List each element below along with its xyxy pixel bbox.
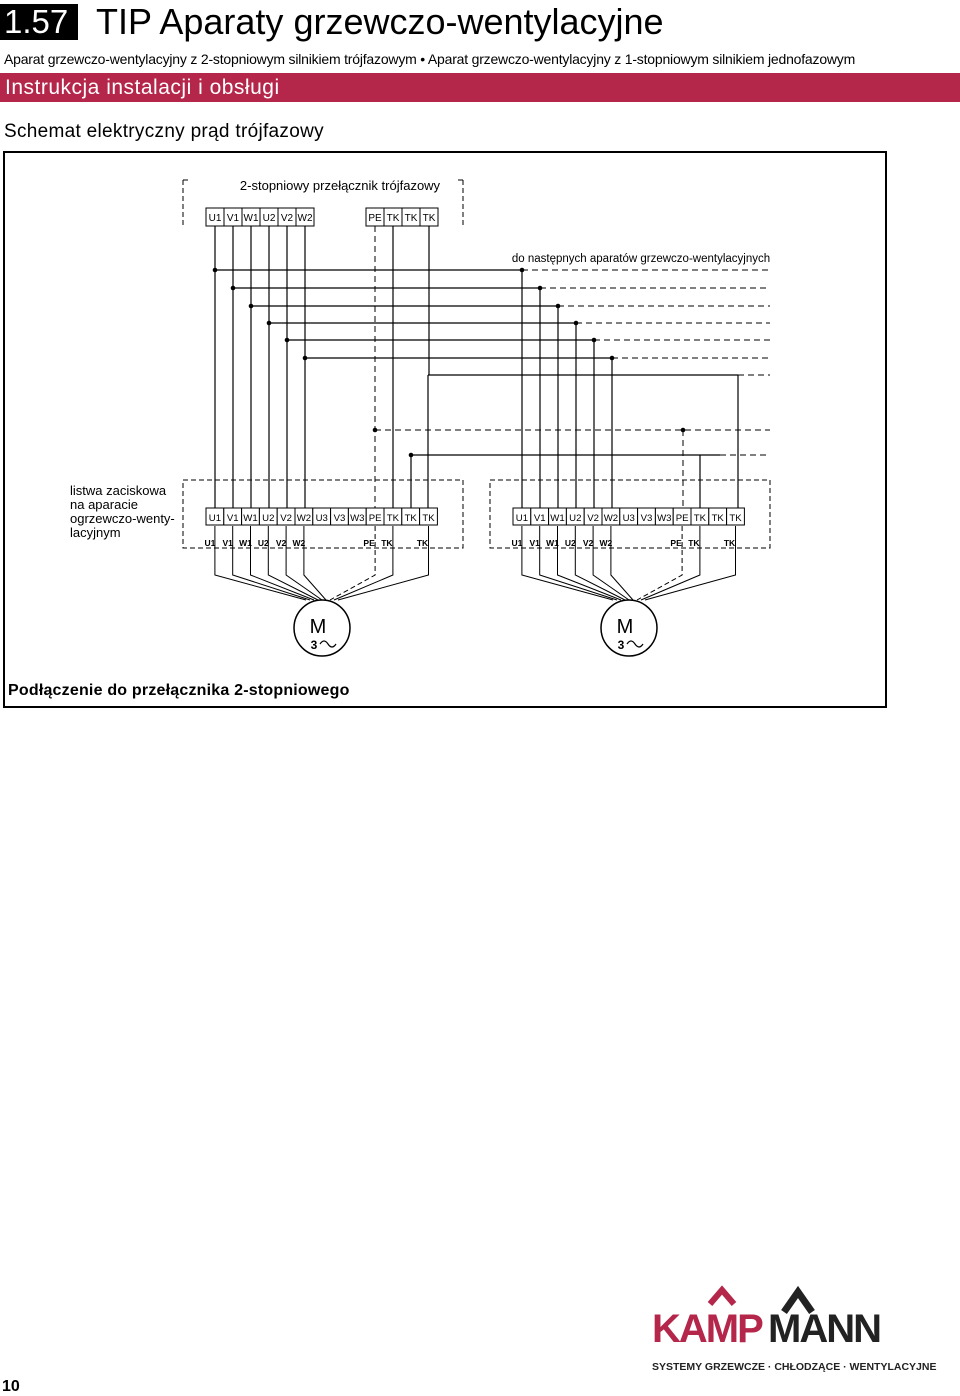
page-subtitle: Aparat grzewczo-wentylacyjny z 2-stopniowym silnikiem trójfazowym • Aparat grzewczo-wentylacyjny z 1-stopniowym silnikiem jednofazowym (4, 51, 856, 67)
unit-terminal-label: W1 (243, 513, 258, 524)
unit-terminal-label: U3 (315, 513, 328, 524)
logo-tagline: SYSTEMY GRZEWCZE · CHŁODZĄCE · WENTYLACYJNE (652, 1361, 937, 1373)
switch-terminal-label: TK (386, 213, 400, 224)
unit-terminal-label: U2 (262, 513, 275, 524)
motor-lead-label: TK (381, 538, 393, 548)
switch-terminal-label: PE (368, 213, 382, 224)
motor-lead-label: V1 (222, 538, 233, 548)
unit-terminal-label: TK (729, 513, 742, 524)
motor-lead-label: W2 (599, 538, 613, 548)
unit-terminal-label: V3 (333, 513, 346, 524)
switch-terminal-strip (206, 208, 438, 226)
unit-terminal-label: U2 (569, 513, 582, 524)
unit-terminal-label: TK (404, 513, 417, 524)
bus-lines (213, 226, 770, 515)
unit-terminal-label: W2 (296, 513, 312, 524)
unit-terminal-label: TK (693, 513, 707, 524)
unit-terminal-label: V1 (533, 513, 546, 524)
switch-terminal-label: V2 (280, 213, 294, 224)
motor-lead-label: U2 (257, 538, 269, 548)
motor-lead-label: U2 (564, 538, 576, 548)
page-title: TIP Aparaty grzewczo-wentylacyjne (96, 1, 664, 42)
terminal-block-label: listwa zaciskowa na aparacie ogrzewczo-wenty- lacyjnym (70, 483, 175, 540)
switch-terminal-label: W1 (243, 213, 259, 224)
next-units-label: do następnych aparatów grzewczo-wentylacyjnych (511, 253, 771, 265)
motor-lead-label: PE (363, 538, 375, 548)
unit-terminal-label: U3 (622, 513, 635, 524)
switch-terminal-label: U1 (208, 213, 222, 224)
unit-terminal-label: V3 (640, 513, 653, 524)
motor-lead-label: W1 (239, 538, 252, 548)
switch-terminal-label: W2 (297, 213, 313, 224)
motor-lead-label: TK (416, 538, 429, 548)
unit-terminal-label: PE (368, 513, 382, 524)
motor-lead-label: PE (670, 538, 682, 548)
motor-lead-label: V1 (529, 538, 540, 548)
switch-terminal-label: V1 (226, 213, 240, 224)
unit-terminal-label: V2 (280, 513, 292, 524)
motor-lead-label: TK (723, 538, 736, 548)
kampmann-logo (650, 1290, 937, 1380)
unit-terminal-label: V1 (226, 513, 239, 524)
section-number-badge: 1.57 (0, 4, 78, 40)
motor-label: M (309, 616, 327, 638)
motor-lead-label: U1 (204, 538, 216, 548)
unit-terminal-label: TK (422, 513, 435, 524)
unit-terminal-label: W1 (550, 513, 565, 524)
motor-lead-label: TK (688, 538, 700, 548)
svg-text:KAMP: KAMP (652, 1307, 762, 1351)
switch-label: 2-stopniowy przełącznik trójfazowy (239, 178, 441, 193)
unit-terminal-label: V2 (587, 513, 599, 524)
unit-terminal-label: PE (675, 513, 689, 524)
unit-terminal-label: U1 (515, 513, 529, 524)
section-title: Schemat elektryczny prąd trójfazowy (4, 121, 324, 142)
unit-terminal-strips (204, 508, 744, 548)
unit-terminal-label: W2 (603, 513, 619, 524)
unit-terminal-label: W3 (657, 513, 672, 524)
logo-wordmark (652, 1290, 880, 1351)
motor-label: M (616, 616, 634, 638)
motor-lead-label: U1 (511, 538, 523, 548)
unit-terminal-label: TK (711, 513, 724, 524)
motor-lead-label: V2 (582, 538, 594, 548)
motor-lead-label: V2 (275, 538, 287, 548)
motor-lead-label: W1 (546, 538, 559, 548)
banner-text: Instrukcja instalacji i obsługi (5, 76, 280, 99)
unit-terminal-label: TK (386, 513, 400, 524)
unit-terminal-label: U1 (208, 513, 222, 524)
motor-lead-label: W2 (292, 538, 306, 548)
switch-terminal-label: TK (422, 213, 436, 224)
diagram-caption: Podłączenie do przełącznika 2-stopniowego (8, 682, 350, 699)
page-number: 10 (2, 1378, 20, 1395)
switch-terminal-label: U2 (262, 213, 276, 224)
motor-phase-label: 3 (310, 638, 318, 652)
unit-terminal-label: W3 (350, 513, 365, 524)
svg-text:MANN: MANN (768, 1307, 880, 1351)
switch-terminal-label: TK (404, 213, 418, 224)
motor-phase-label: 3 (617, 638, 625, 652)
